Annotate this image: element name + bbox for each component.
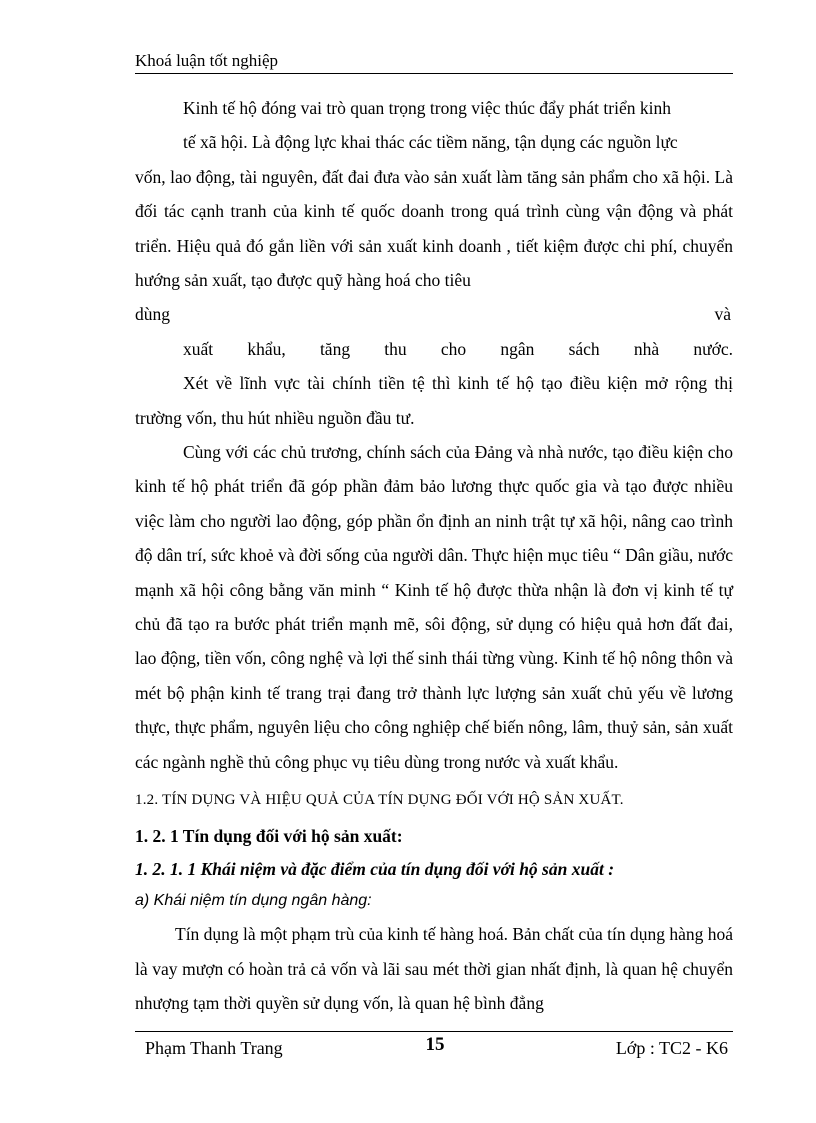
paragraph-line: tế xã hội. Là động lực khai thác các tiềm năng, tận dụng các nguồn lực	[183, 132, 678, 153]
running-header: Khoá luận tốt nghiệp	[135, 50, 733, 74]
word: và	[714, 304, 731, 325]
paragraph: vốn, lao động, tài nguyên, đất đai đưa vào sản xuất làm tăng sản phẩm cho xã hội. Là đối tác cạnh tranh của kinh tế quốc doanh trong quá trình cùng vận động và phát triển. Hiệu quả đó gắn liền với sản xuất kinh doanh , tiết kiệm được chi phí, chuyển hướng sản xuất, tạo được quỹ hàng hoá cho tiêu	[135, 166, 733, 291]
page-footer	[135, 1034, 733, 1060]
subsection-heading: 1. 2. 1 Tín dụng đối với hộ sản xuất:	[135, 826, 403, 847]
paragraph-line: xuất khẩu, tăng thu cho ngân sách nhà nước.	[183, 338, 733, 359]
paragraph-line	[135, 297, 733, 331]
document-body	[135, 91, 733, 1020]
footer-rule	[135, 1031, 733, 1032]
paragraph: Xét về lĩnh vực tài chính tiền tệ thì kinh tế hộ tạo điều kiện mở rộng thị trường vốn, thu hút nhiều nguồn đầu tư.	[135, 373, 733, 428]
paragraph: Tín dụng là một phạm trù của kinh tế hàng hoá. Bản chất của tín dụng hàng hoá là vay mượn có hoàn trả cả vốn và lãi sau mét thời gian nhất định, là quan hệ chuyển nhượng tạm thời quyền sử dụng vốn, là quan hệ bình đẳng	[135, 924, 733, 1013]
footer-class: Lớp : TC2 - K6	[615, 1038, 728, 1058]
item-heading: a) Khái niệm tín dụng ngân hàng:	[135, 892, 372, 910]
subsubsection-heading: 1. 2. 1. 1 Khái niệm và đặc điểm của tín dụng đối với hộ sản xuất :	[135, 859, 615, 880]
section-heading: 1.2. TÍN DỤNG VÀ HIỆU QUẢ CỦA TÍN DỤNG ĐỐI VỚI HỘ SẢN XUẤT.	[135, 792, 624, 809]
paragraph: Cùng với các chủ trương, chính sách của Đảng và nhà nước, tạo điều kiện cho kinh tế hộ phát triển đã góp phần đảm bảo lương thực quốc gia và tạo được nhiều việc làm cho người lao động, góp phần ổn định an ninh trật tự xã hội, nâng cao trình độ dân trí, sức khoẻ và đời sống của người dân. Thực hiện mục tiêu “ Dân giầu, nước mạnh xã hội công bằng văn minh “ Kinh tế hộ được thừa nhận là đơn vị kinh tế tự chủ đã tạo ra bước phát triển mạnh mẽ, sôi động, sử dụng có hiệu quả hơn đất đai, lao động, tiền vốn, công nghệ và lợi thế sinh thái từng vùng. Kinh tế hộ nông thôn và mét bộ phận kinh tế trang trại đang trở thành lực lượng sản xuất chủ yếu về lương thực, thực phẩm, nguyên liệu cho công nghiệp chế biến nông, lâm, thuỷ sản, sản xuất các ngành nghề thủ công phục vụ tiêu dùng trong nước và xuất khẩu.	[135, 442, 733, 772]
page-number: 15	[425, 1034, 445, 1055]
word: dùng	[135, 304, 170, 325]
paragraph-line: Kinh tế hộ đóng vai trò quan trọng trong việc thúc đẩy phát triển kinh	[183, 98, 671, 118]
footer-author: Phạm Thanh Trang	[145, 1038, 283, 1058]
